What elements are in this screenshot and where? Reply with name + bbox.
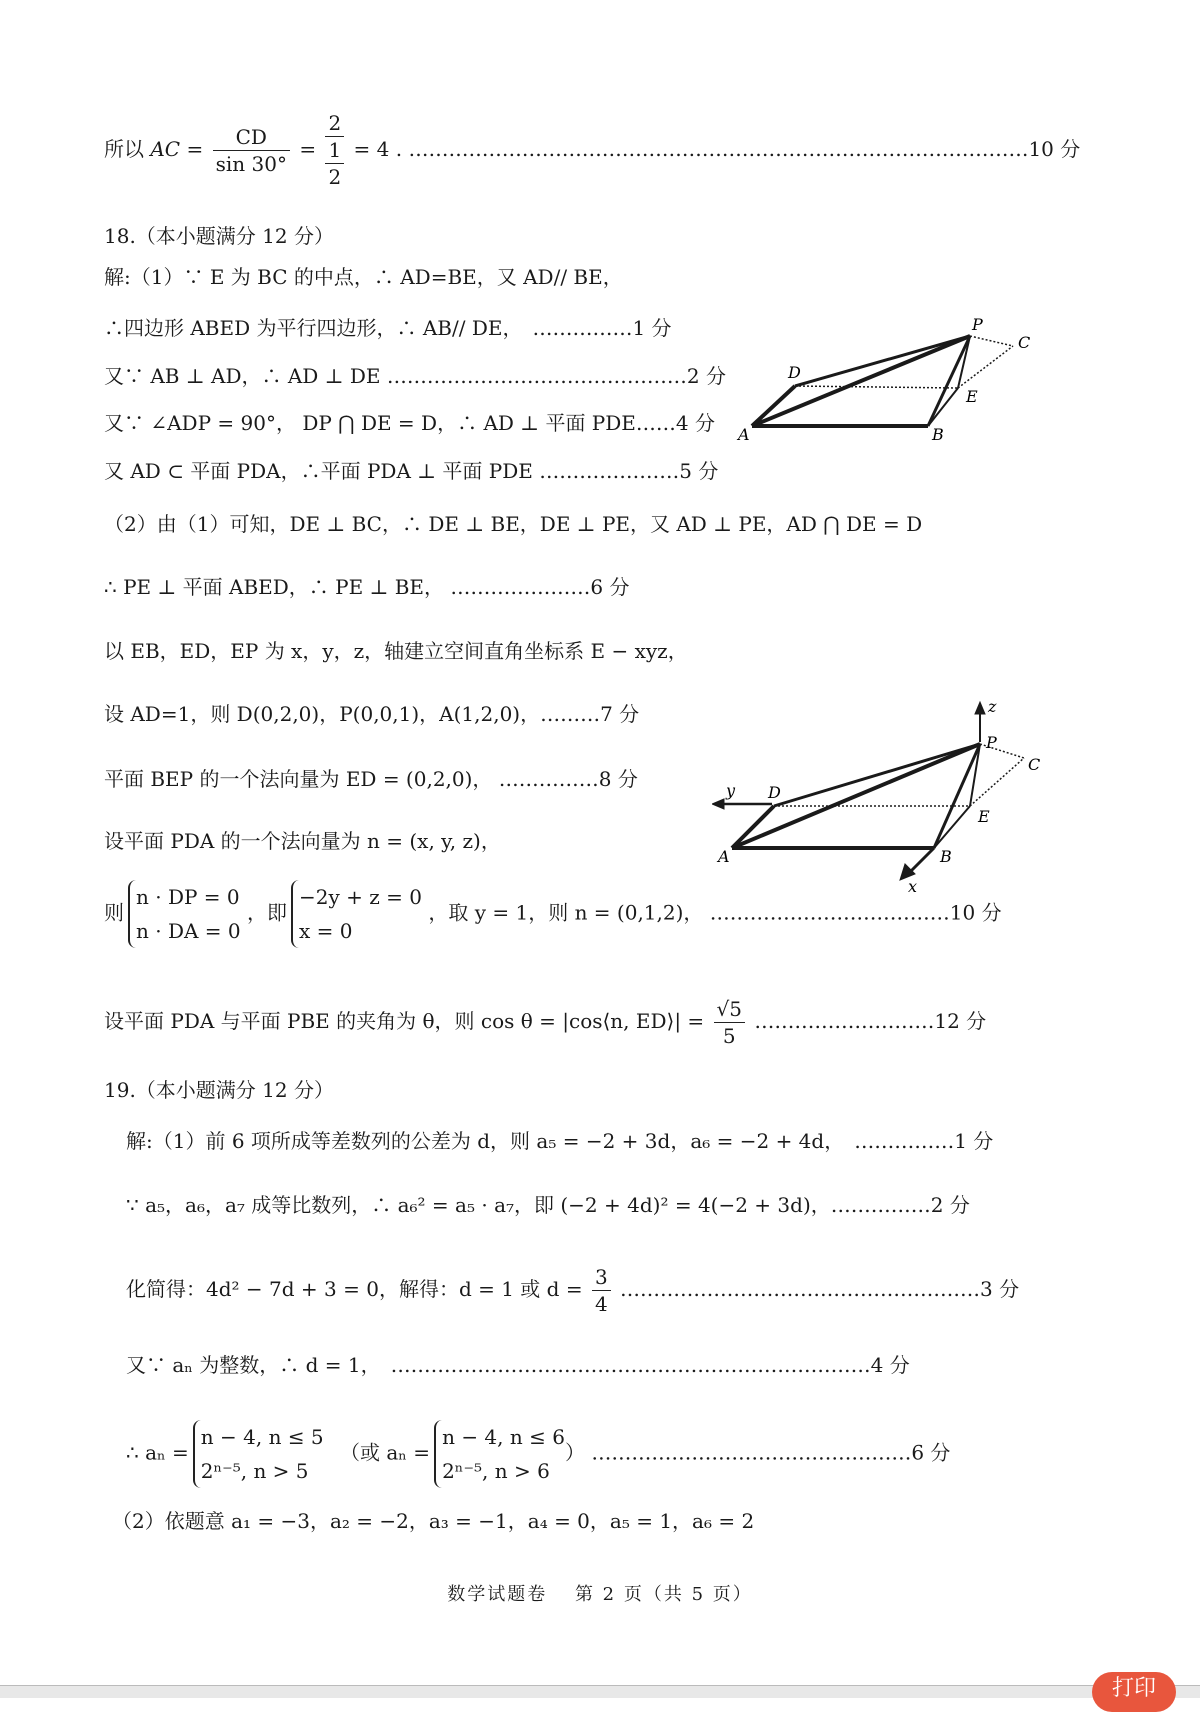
edge-de-dashed	[795, 386, 958, 388]
label-d: D	[788, 363, 801, 382]
dot-leader: ……………	[498, 767, 599, 791]
equation: n · DA = 0	[136, 919, 241, 943]
label-c: C	[1018, 333, 1031, 352]
print-button[interactable]: 打印	[1092, 1672, 1176, 1712]
score: 6 分	[590, 575, 630, 599]
dot-leader: ……………	[830, 1193, 931, 1217]
dot-leader: …………………	[450, 575, 591, 599]
q18-line-4	[104, 408, 715, 438]
score: 3 分	[980, 1277, 1020, 1301]
text: 又 AD ⊂ 平面 PDA，∴平面 PDA ⊥ 平面 PDE	[104, 459, 533, 483]
equation: x = 0	[299, 919, 353, 943]
dot-leader: ……………	[854, 1129, 955, 1153]
text: 平面 BEP 的一个法向量为 ED = (0,2,0)，	[104, 767, 493, 791]
score: 4 分	[675, 411, 715, 435]
fraction	[213, 124, 290, 177]
q18-line-7	[104, 572, 629, 602]
q19-title: 19.（本小题满分 12 分）	[104, 1078, 334, 1102]
score: 1 分	[632, 316, 672, 340]
edge-ap	[752, 336, 970, 426]
piecewise-brace	[434, 1420, 565, 1488]
text: ，取 y = 1，则 n = (0,1,2)，	[428, 900, 704, 925]
case: n − 4, n ≤ 6	[442, 1425, 565, 1449]
text: 又∵ ∠ADP = 90°， DP ⋂ DE = D，∴ AD ⊥ 平面 PDE	[104, 411, 636, 435]
dot-leader: …………………………………………	[591, 1440, 912, 1465]
axis-z-arrow-icon	[975, 702, 985, 714]
dot-leader: …………………………………………………………………………………	[408, 137, 1029, 161]
dot-leader: ………	[540, 702, 601, 726]
q18-line-6: （2）由（1）可知，DE ⊥ BC，∴ DE ⊥ BE，DE ⊥ PE，又 AD ⊥ PE，AD ⋂ DE = D	[104, 512, 923, 536]
edge-dp	[774, 744, 980, 806]
label-a: A	[738, 425, 750, 444]
label-e: E	[966, 387, 978, 406]
numerator: 2	[325, 110, 344, 137]
numerator: 3	[592, 1264, 611, 1291]
dot-leader: ………………………	[754, 1009, 935, 1033]
denominator: 1	[325, 137, 344, 164]
fraction	[592, 1264, 611, 1317]
figure-pyramid-1	[730, 316, 1050, 446]
dot-leader: ………………………………………	[386, 364, 687, 388]
score: 1 分	[954, 1129, 994, 1153]
label-c: C	[1028, 755, 1041, 774]
dot-leader: ………………………………	[709, 900, 950, 925]
edge-ad	[732, 806, 774, 848]
q19-line-3	[126, 1264, 1019, 1317]
text: ）	[564, 1440, 585, 1465]
denominator: 2	[328, 165, 342, 189]
label-y: y	[726, 781, 736, 800]
equation: −2y + z = 0	[299, 885, 422, 909]
label-p: P	[972, 316, 983, 334]
text: 设 AD=1，则 D(0,2,0)，P(0,0,1)，A(1,2,0)，	[104, 702, 541, 726]
label-a: A	[718, 847, 730, 866]
q18-line-1: 解:（1）∵ E 为 BC 的中点，∴ AD=BE，又 AD// BE，	[104, 265, 623, 289]
score: 2 分	[686, 364, 726, 388]
denominator: 5	[722, 1024, 736, 1048]
case: n − 4, n ≤ 5	[200, 1425, 324, 1449]
score: 10 分	[949, 900, 1002, 925]
axis-y-arrow-icon	[712, 799, 724, 809]
text: =	[299, 137, 317, 161]
text: 又∵ aₙ 为整数，∴ d = 1，	[126, 1353, 371, 1377]
text: （或 aₙ =	[350, 1440, 431, 1465]
q19-line-6: （2）依题意 a₁ = −3，a₂ = −2，a₃ = −1，a₄ = 0，a₅ = 1，a₆ = 2	[112, 1509, 755, 1533]
q18-line-9	[104, 699, 639, 729]
dot-leader: ……………	[532, 316, 633, 340]
score: 10 分	[1028, 137, 1081, 161]
text: ∴ PE ⊥ 平面 ABED，∴ PE ⊥ BE，	[104, 575, 445, 599]
q19-line-2	[126, 1190, 970, 1220]
q19-line-5	[126, 1420, 950, 1488]
denominator: sin 30°	[215, 152, 287, 176]
label-e: E	[978, 807, 990, 826]
dot-leader: …………………	[539, 459, 680, 483]
case: 2ⁿ⁻⁵, n > 6	[442, 1459, 550, 1483]
edge-be	[934, 806, 970, 848]
q18-line-3	[104, 361, 726, 391]
text: ∵ a₅，a₆，a₇ 成等比数列，∴ a₆² = a₅ · a₇，即 (−2 + 4d)² = 4(−2 + 3d)，	[126, 1193, 831, 1217]
score: 7 分	[600, 702, 640, 726]
q19-line-4	[126, 1350, 910, 1380]
edge-pc-dashed	[970, 336, 1013, 346]
score: 4 分	[870, 1353, 910, 1377]
case: 2ⁿ⁻⁵, n > 5	[200, 1459, 309, 1483]
label-x: x	[908, 877, 918, 896]
q18-line-2	[104, 313, 672, 343]
label-z: z	[988, 700, 997, 716]
text: ，即	[247, 900, 287, 925]
q18-title: 18.（本小题满分 12 分）	[104, 224, 334, 248]
equation: n · DP = 0	[136, 885, 240, 909]
system-brace	[128, 880, 241, 948]
dot-leader: ……	[635, 411, 676, 435]
label-p: P	[986, 733, 997, 752]
edge-ec-dashed	[970, 758, 1024, 806]
dot-leader: ………………………………………………………………	[390, 1353, 871, 1377]
text: 设平面 PDA 与平面 PBE 的夹角为 θ，则 cos θ = |cos⟨n, ED⟩| =	[104, 1009, 705, 1033]
figure-pyramid-2-coords	[712, 700, 1072, 896]
page-footer: 数学试题卷 第 2 页（共 5 页）	[447, 1584, 753, 1605]
label-b: B	[940, 847, 952, 866]
text: ∴四边形 ABED 为平行四边形，∴ AB// DE，	[104, 316, 513, 340]
numerator: CD	[213, 124, 290, 151]
line-ac-result	[104, 110, 1080, 190]
dot-leader: ………………………………………………	[620, 1277, 981, 1301]
numerator: √5	[714, 996, 745, 1023]
score: 12 分	[934, 1009, 987, 1033]
axis-x	[910, 848, 934, 872]
text: ∴ aₙ =	[126, 1440, 189, 1465]
edge-dp	[795, 336, 970, 386]
text: 又∵ AB ⊥ AD，∴ AD ⊥ DE	[104, 364, 381, 388]
label-b: B	[932, 425, 944, 444]
piecewise-brace	[193, 1420, 324, 1488]
q18-line-5	[104, 456, 718, 486]
score: 2 分	[930, 1193, 970, 1217]
denominator: 4	[594, 1292, 608, 1316]
score: 5 分	[679, 459, 719, 483]
edge-ad	[752, 386, 795, 426]
text: 所以	[104, 137, 144, 161]
q18-line-8: 以 EB，ED，EP 为 x，y，z，轴建立空间直角坐标系 E − xyz，	[104, 639, 688, 663]
bottom-toolbar	[0, 1685, 1200, 1698]
q18-line-11: 设平面 PDA 的一个法向量为 n = (x, y, z)，	[104, 829, 501, 853]
score: 6 分	[911, 1440, 951, 1465]
q19-line-1	[126, 1126, 993, 1156]
label-d: D	[768, 783, 781, 802]
text: 解:（1）前 6 项所成等差数列的公差为 d，则 a₅ = −2 + 3d，a₆ = −2 + 4d，	[126, 1129, 835, 1153]
q18-line-13	[104, 996, 986, 1049]
fraction	[714, 996, 745, 1049]
text: AC =	[150, 137, 204, 161]
score: 8 分	[598, 767, 638, 791]
text: 则	[104, 900, 124, 925]
q18-line-10	[104, 764, 638, 794]
system-brace	[291, 880, 422, 948]
text: = 4 .	[353, 137, 403, 161]
fraction	[325, 110, 344, 190]
text: 化简得：4d² − 7d + 3 = 0，解得：d = 1 或 d =	[126, 1277, 583, 1301]
